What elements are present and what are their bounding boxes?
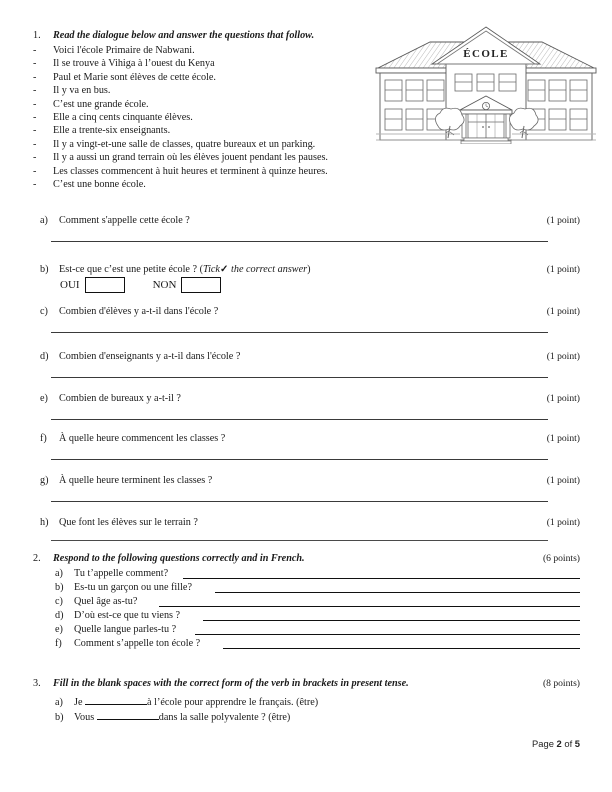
dialogue-line	[33, 151, 378, 164]
question-text: Est-ce que c’est une petite école ? (	[59, 264, 203, 275]
section2-answer-line[interactable]	[183, 578, 580, 579]
dialogue-text: Elle a cinq cents cinquante élèves.	[53, 112, 193, 124]
footer-current-page: 2	[556, 738, 562, 749]
section2-item-text: Comment s’appelle ton école ?	[74, 638, 201, 649]
question-points: (1 point)	[546, 306, 580, 317]
footer-middle: of	[561, 738, 575, 749]
question-text: Combien d'enseignants y a-t-il dans l'école ?	[59, 351, 241, 362]
section2-item	[55, 623, 580, 637]
dialogue-bullet: -	[33, 85, 37, 97]
question-points: (1 point)	[546, 215, 580, 226]
section2-item-label: d)	[55, 610, 64, 621]
question-item	[40, 474, 580, 487]
question-label: h)	[40, 517, 49, 528]
question-text: Combien de bureaux y a-t-il ?	[59, 393, 181, 404]
question-label: e)	[40, 393, 48, 404]
footer-prefix: Page	[532, 738, 557, 749]
answer-line[interactable]	[51, 332, 548, 333]
section3-points: (8 points)	[542, 678, 580, 689]
section2-heading-text: Respond to the following questions correctly and in French.	[53, 553, 305, 564]
question-points: (1 point)	[546, 517, 580, 528]
dialogue-bullet: -	[33, 152, 37, 164]
dialogue-text: Il y a vingt-et-une salle de classes, quatre bureaux et un parking.	[53, 138, 316, 150]
dialogue-text: Il se trouve à Vihiga à l’ouest du Kenya	[53, 58, 215, 70]
section2-item-text: Quelle langue parles-tu ?	[74, 624, 177, 635]
dialogue-text: Les classes commencent à huit heures et terminent à quinze heures.	[53, 165, 328, 177]
question-item	[40, 392, 580, 405]
section2-item-label: e)	[55, 624, 63, 635]
dialogue-line	[33, 84, 378, 97]
question-points: (1 point)	[546, 393, 580, 404]
section2-item-label: a)	[55, 568, 63, 579]
dialogue-line	[33, 165, 378, 178]
section3-text-before: Vous	[74, 712, 97, 723]
question-points: (1 point)	[546, 475, 580, 486]
section3-text-after: à l’école pour apprendre le français. (être)	[147, 697, 319, 708]
question-item	[40, 305, 580, 318]
verb-blank-field[interactable]	[97, 708, 159, 720]
question-points: (1 point)	[546, 351, 580, 362]
question-points: (1 point)	[546, 264, 580, 275]
section2-item	[55, 581, 580, 595]
dialogue-line	[33, 98, 378, 111]
section3-item	[55, 708, 580, 723]
section1-heading	[33, 29, 373, 42]
dialogue-text: Il y a aussi un grand terrain où les élèves jouent pendant les pauses.	[53, 152, 328, 164]
question-item	[40, 263, 580, 276]
section1-number: 1.	[33, 30, 41, 41]
section2-answer-line[interactable]	[215, 592, 580, 593]
non-label: NON	[152, 279, 177, 291]
section2-question-list	[55, 567, 580, 651]
question-item	[40, 350, 580, 363]
section2-item-text: D’où est-ce que tu viens ?	[74, 610, 181, 621]
dialogue-line	[33, 57, 378, 70]
section2-answer-line[interactable]	[195, 634, 580, 635]
question-label: d)	[40, 351, 49, 362]
section3-heading-text: Fill in the blank spaces with the correct form of the verb in brackets in present tense.	[53, 678, 409, 689]
dialogue-text: Voici l'école Primaire de Nabwani.	[53, 45, 195, 56]
dialogue-line	[33, 44, 378, 57]
answer-line[interactable]	[51, 241, 548, 242]
section2-answer-line[interactable]	[223, 648, 580, 649]
tick-instruction-italic: Tick	[202, 264, 220, 275]
dialogue-list	[33, 44, 378, 191]
dialogue-line	[33, 111, 378, 124]
dialogue-text: Elle a trente-six enseignants.	[53, 125, 171, 137]
section2-item	[55, 609, 580, 623]
section3-text-after: dans la salle polyvalente ? (être)	[158, 712, 291, 723]
tick-instruction-close: )	[307, 264, 311, 275]
dialogue-line	[33, 124, 378, 137]
question-label: g)	[40, 475, 49, 486]
section2-item-text: Quel âge as-tu?	[74, 596, 138, 607]
answer-line[interactable]	[51, 377, 548, 378]
page-footer	[0, 738, 580, 749]
oui-label: OUI	[60, 279, 80, 291]
dialogue-bullet: -	[33, 112, 37, 124]
section3-heading	[33, 678, 580, 689]
question-text: À quelle heure commencent les classes ?	[59, 433, 226, 444]
answer-line[interactable]	[51, 419, 548, 420]
section2-item	[55, 567, 580, 581]
question-points: (1 point)	[546, 433, 580, 444]
dialogue-bullet: -	[33, 138, 37, 150]
school-building-illustration	[372, 22, 600, 144]
question-item	[40, 432, 580, 445]
non-checkbox[interactable]	[181, 277, 221, 293]
section2-item-text: Es-tu un garçon ou une fille?	[74, 582, 192, 593]
answer-line[interactable]	[51, 501, 548, 502]
footer-total-pages: 5	[574, 738, 580, 749]
section2-number: 2.	[33, 553, 41, 564]
oui-checkbox[interactable]	[85, 277, 125, 293]
dialogue-bullet: -	[33, 125, 37, 137]
section1-heading-text: Read the dialogue below and answer the questions that follow.	[53, 30, 315, 41]
dialogue-bullet: -	[33, 71, 37, 83]
dialogue-text: C’est une grande école.	[53, 98, 149, 110]
question-label: c)	[40, 306, 48, 317]
question-text: Combien d'élèves y a-t-il dans l'école ?	[59, 306, 219, 317]
school-sign-text: ÉCOLE	[463, 48, 509, 60]
section2-item	[55, 637, 580, 651]
tick-instruction-italic-2: the correct answer	[228, 264, 308, 275]
section2-answer-line[interactable]	[203, 620, 580, 621]
section3-number: 3.	[33, 678, 41, 689]
answer-line[interactable]	[51, 459, 548, 460]
section2-item-label: c)	[55, 596, 63, 607]
question-label: f)	[40, 433, 47, 444]
question-text: Que font les élèves sur le terrain ?	[59, 517, 198, 528]
question-text: Comment s'appelle cette école ?	[59, 215, 190, 226]
section3-item-label: a)	[55, 697, 63, 708]
dialogue-line	[33, 71, 378, 84]
dialogue-text: Il y va en bus.	[53, 85, 111, 97]
section2-answer-line[interactable]	[159, 606, 580, 607]
section2-item	[55, 595, 580, 609]
dialogue-text: Paul et Marie sont élèves de cette école.	[53, 71, 216, 83]
section2-points: (6 points)	[542, 553, 580, 564]
dialogue-bullet: -	[33, 45, 37, 56]
verb-blank-field[interactable]	[85, 693, 147, 705]
dialogue-bullet: -	[33, 165, 37, 177]
section3-question-list	[55, 693, 580, 723]
dialogue-line	[33, 138, 378, 151]
question-item	[40, 516, 580, 529]
question-label: a)	[40, 215, 48, 226]
section2-item-label: f)	[55, 638, 62, 649]
section3-item-label: b)	[55, 712, 64, 723]
question-text: À quelle heure terminent les classes ?	[59, 475, 213, 486]
dialogue-text: C’est une bonne école.	[53, 179, 146, 191]
section2-item-text: Tu t’appelle comment?	[74, 568, 169, 579]
oui-non-row	[60, 277, 221, 293]
section2-item-label: b)	[55, 582, 64, 593]
question-label: b)	[40, 264, 49, 275]
dialogue-line	[33, 178, 378, 191]
dialogue-bullet: -	[33, 98, 37, 110]
section3-item	[55, 693, 580, 708]
section-divider	[51, 540, 548, 541]
question-item	[40, 214, 580, 227]
section3-text-before: Je	[74, 697, 86, 708]
section2-heading	[33, 553, 580, 564]
dialogue-bullet: -	[33, 58, 37, 70]
dialogue-bullet: -	[33, 179, 37, 191]
check-mark-icon: ✓	[219, 264, 229, 275]
